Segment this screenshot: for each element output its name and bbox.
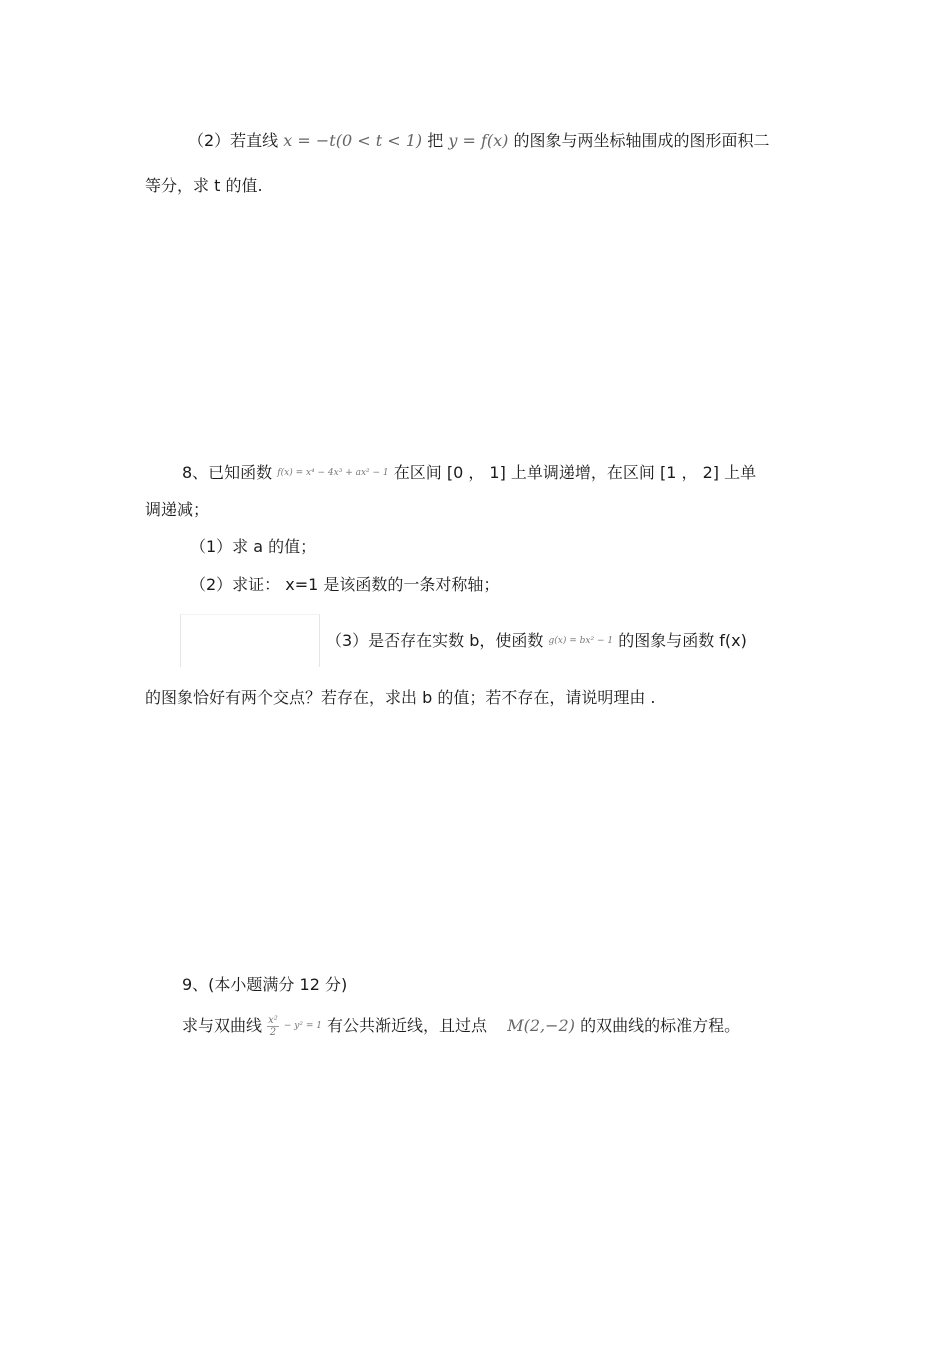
q8-part3-cont: 的图象恰好有两个交点？若存在，求出 b 的值；若不存在，请说明理由 . xyxy=(145,688,656,707)
q8-intro-cont: 调递减； xyxy=(145,500,210,519)
q8-formula-g: g(x) = bx² − 1 xyxy=(548,636,614,646)
q9-fraction xyxy=(267,1015,279,1038)
q7-part2-prefix: （2）若直线 xyxy=(188,131,279,150)
q8-part1: （1）求 a 的值； xyxy=(190,537,317,556)
q9-body-prefix: 求与双曲线 xyxy=(182,1016,263,1035)
q8-intro-line xyxy=(182,461,756,485)
q8-part3-line xyxy=(326,629,747,653)
q9-title: 9、(本小题满分 12 分) xyxy=(182,975,348,994)
q7-formula-line: x = −t(0 < t < 1) xyxy=(283,131,423,150)
q8-part3-prefix: （3）是否存在实数 b，使函数 xyxy=(326,631,544,650)
q8-part3-suffix: 的图象与函数 f(x) xyxy=(618,631,747,650)
q8-formula-f: f(x) = x⁴ − 4x³ + ax² − 1 xyxy=(277,468,389,478)
q7-part2-cont: 等分，求 t 的值. xyxy=(145,176,263,195)
q9-frac-den: 2 xyxy=(269,1027,277,1038)
q7-part2-mid: 把 xyxy=(427,131,444,150)
q8-intro-prefix: 8、已知函数 xyxy=(182,463,273,482)
blank-image-placeholder xyxy=(180,614,320,667)
q9-body-mid: 有公共渐近线，且过点 xyxy=(327,1016,488,1035)
q7-part2-suffix: 的图象与两坐标轴围成的图形面积二 xyxy=(513,131,770,150)
q9-body-suffix: 的双曲线的标准方程。 xyxy=(580,1016,741,1035)
q8-part2: （2）求证： x=1 是该函数的一条对称轴； xyxy=(190,575,500,594)
q9-formula-rest: − y² = 1 xyxy=(283,1021,322,1031)
q9-frac-num: x² xyxy=(268,1015,278,1026)
q7-part2-line xyxy=(188,129,770,153)
q9-body-line xyxy=(182,1014,740,1038)
q9-formula-point: M(2,−2) xyxy=(507,1016,575,1035)
q8-intro-suffix: 在区间 [0 ， 1] 上单调递增，在区间 [1 ， 2] 上单 xyxy=(393,463,757,482)
q7-formula-fx: y = f(x) xyxy=(448,131,509,150)
